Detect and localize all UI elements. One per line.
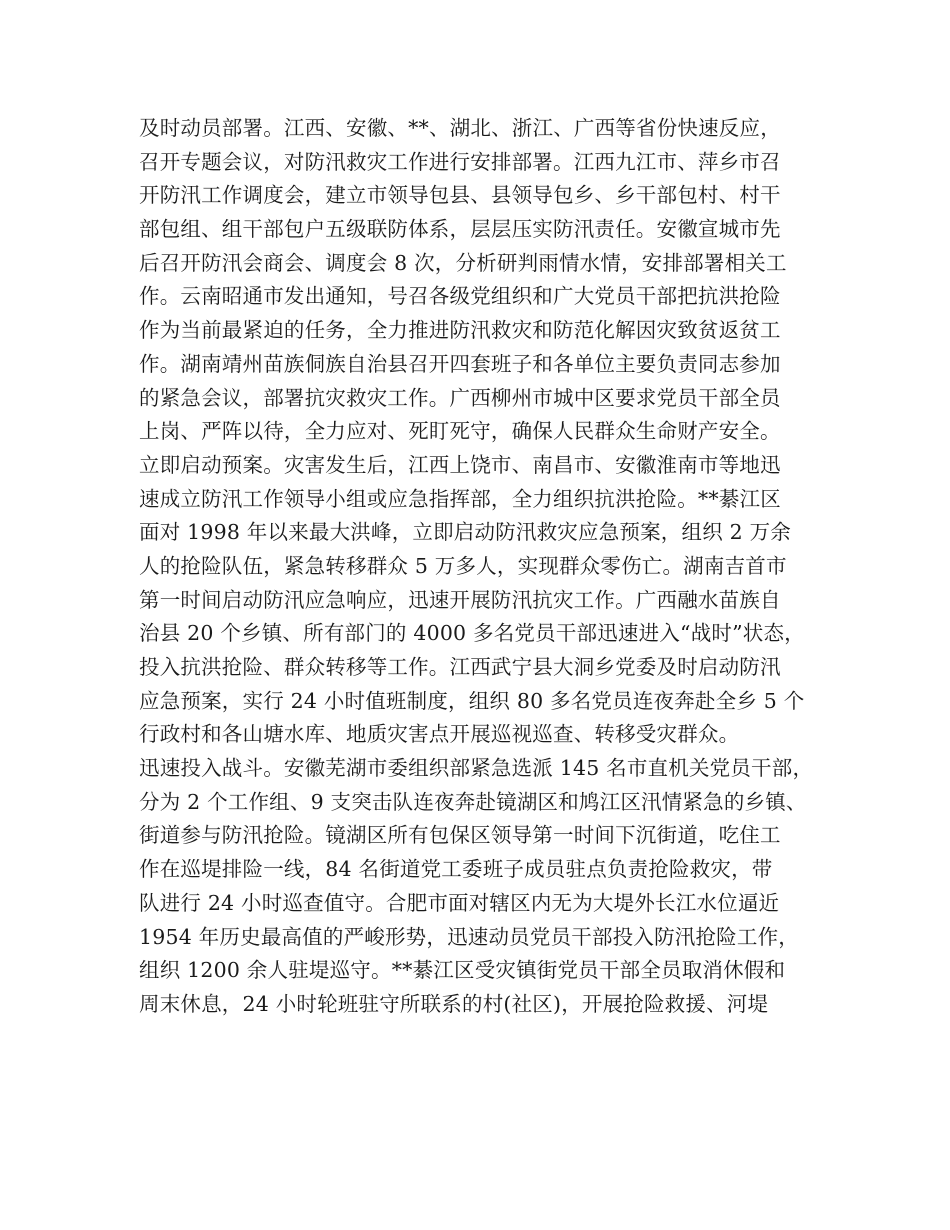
text-line: 治县 20 个乡镇、所有部门的 4000 多名党员干部迅速进入“战时”状态， xyxy=(139,621,805,646)
text-line: 作。云南昭通市发出通知，号召各级党组织和广大党员干部把抗洪抢险 xyxy=(139,284,781,309)
text-line: 作在巡堤排险一线，84 名街道党工委班子成员驻点负责抢险救灾，带 xyxy=(139,857,773,882)
text-line: 1954 年历史最高值的严峻形势，迅速动员党员干部投入防汛抢险工作， xyxy=(139,924,799,949)
text-line: 后召开防汛会商会、调度会 8 次，分析研判雨情水情，安排部署相关工 xyxy=(139,250,787,275)
text-line: 迅速投入战斗。安徽芜湖市委组织部紧急选派 145 名市直机关党员干部， xyxy=(139,756,814,781)
text-line: 开防汛工作调度会，建立市领导包县、县领导包乡、乡干部包村、村干 xyxy=(139,183,781,208)
text-line: 组织 1200 余人驻堤巡守。**綦江区受灾镇街党员干部全员取消休假和 xyxy=(139,958,786,983)
text-line: 第一时间启动防汛应急响应，迅速开展防汛抗灾工作。广西融水苗族自 xyxy=(139,587,781,612)
text-line: 人的抢险队伍，紧急转移群众 5 万多人，实现群众零伤亡。湖南吉首市 xyxy=(139,553,787,578)
text-line: 分为 2 个工作组、9 支突击队连夜奔赴镜湖区和鸠江区汛情紧急的乡镇、 xyxy=(139,789,807,814)
text-line: 立即启动预案。灾害发生后，江西上饶市、南昌市、安徽淮南市等地迅 xyxy=(139,452,781,477)
text-line: 及时动员部署。江西、安徽、**、湖北、浙江、广西等省份快速反应， xyxy=(139,116,781,140)
text-line: 周末休息，24 小时轮班驻守所联系的村(社区)，开展抢险救援、河堤 xyxy=(139,991,769,1016)
text-line: 的紧急会议，部署抗灾救灾工作。广西柳州市城中区要求党员干部全员 xyxy=(139,385,781,410)
text-line: 作。湖南靖州苗族侗族自治县召开四套班子和各单位主要负责同志参加 xyxy=(139,351,781,376)
text-line: 队进行 24 小时巡查值守。合肥市面对辖区内无为大堤外长江水位逼近 xyxy=(139,890,780,915)
text-line: 速成立防汛工作领导小组或应急指挥部，全力组织抗洪抢险。**綦江区 xyxy=(139,486,781,511)
text-line: 召开专题会议，对防汛救灾工作进行安排部署。江西九江市、萍乡市召 xyxy=(139,149,781,174)
body-text xyxy=(139,112,829,1022)
text-line: 上岗、严阵以待，全力应对、死盯死守，确保人民群众生命财产安全。 xyxy=(139,419,781,444)
text-line: 面对 1998 年以来最大洪峰，立即启动防汛救灾应急预案，组织 2 万余 xyxy=(139,520,791,545)
text-line: 应急预案，实行 24 小时值班制度，组织 80 多名党员连夜奔赴全乡 5 个 xyxy=(139,688,805,713)
text-line: 作为当前最紧迫的任务，全力推进防汛救灾和防范化解因灾致贫返贫工 xyxy=(139,318,781,343)
text-line: 行政村和各山塘水库、地质灾害点开展巡视巡查、转移受灾群众。 xyxy=(139,722,740,747)
text-line: 投入抗洪抢险、群众转移等工作。江西武宁县大洞乡党委及时启动防汛 xyxy=(139,655,781,679)
text-line: 街道参与防汛抢险。镜湖区所有包保区领导第一时间下沉街道，吃住工 xyxy=(139,823,781,848)
text-line: 部包组、组干部包户五级联防体系，层层压实防汛责任。安徽宣城市先 xyxy=(139,217,781,242)
